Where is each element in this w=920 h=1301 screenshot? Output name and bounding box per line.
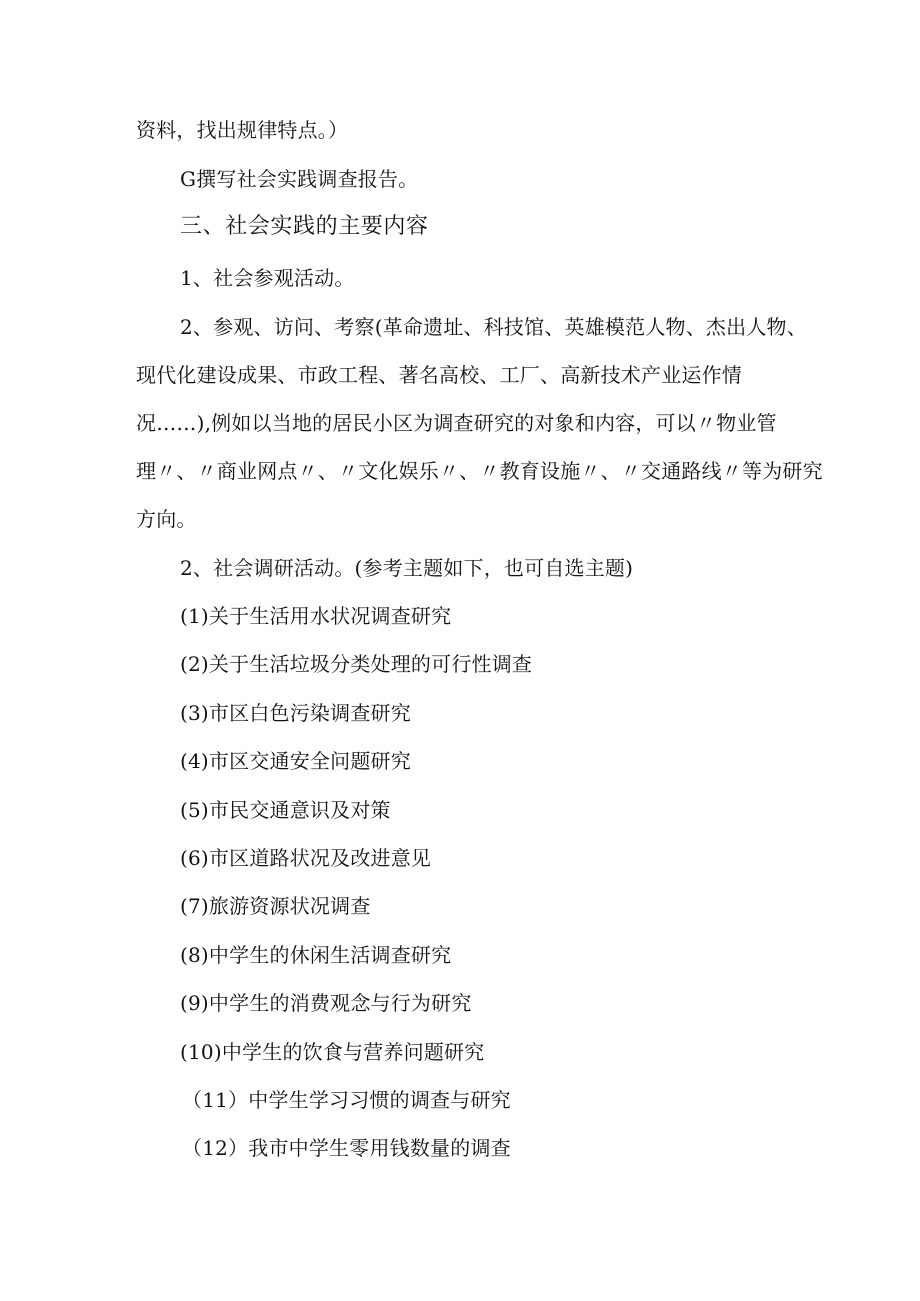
item-2b: 2、社会调研活动。(参考主题如下，也可自选主题) — [180, 556, 634, 580]
topic-10: (10)中学生的饮食与营养问题研究 — [180, 1040, 485, 1064]
item-2-line-2: 现代化建设成果、市政工程、著名高校、工厂、高新技术产业运作情 — [136, 363, 742, 387]
topic-5: (5)市民交通意识及对策 — [180, 798, 391, 822]
item-2-line-3: 况……),例如以当地的居民小区为调查研究的对象和内容，可以〃物业管 — [136, 411, 777, 435]
item-2-line-4: 理〃、〃商业网点〃、〃文化娱乐〃、〃教育设施〃、〃交通路线〃等为研究 — [136, 459, 823, 483]
topic-11: （11）中学生学习习惯的调查与研究 — [182, 1088, 511, 1112]
topic-9: (9)中学生的消费观念与行为研究 — [180, 991, 472, 1015]
topic-2: (2)关于生活垃圾分类处理的可行性调查 — [180, 652, 533, 676]
step-g: G撰写社会实践调查报告。 — [180, 167, 419, 191]
continuation-line: 资料，找出规律特点。） — [136, 118, 349, 142]
topic-7: (7)旅游资源状况调查 — [180, 894, 371, 918]
item-2-line-1: 2、参观、访问、考察(革命遗址、科技馆、英雄模范人物、杰出人物、 — [180, 315, 807, 339]
topic-4: (4)市区交通安全问题研究 — [180, 749, 411, 773]
item-1: 1、社会参观活动。 — [180, 266, 355, 290]
topic-8: (8)中学生的休闲生活调查研究 — [180, 943, 452, 967]
topic-3: (3)市区白色污染调查研究 — [180, 701, 411, 725]
topic-12: （12）我市中学生零用钱数量的调查 — [182, 1136, 511, 1160]
topic-1: (1)关于生活用水状况调查研究 — [180, 604, 452, 628]
item-2-line-5: 方向。 — [136, 507, 197, 531]
section-heading: 三、社会实践的主要内容 — [180, 214, 429, 239]
topic-6: (6)市区道路状况及改进意见 — [180, 846, 432, 870]
